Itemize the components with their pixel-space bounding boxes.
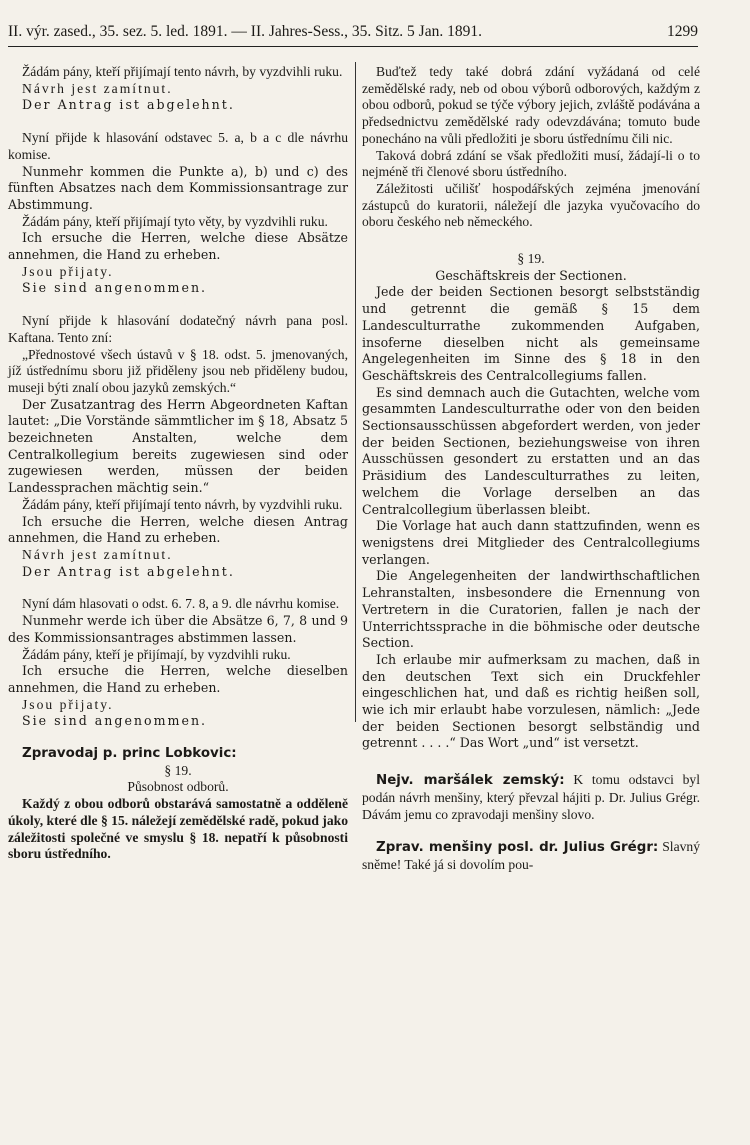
paragraph: Sie sind angenommen.	[22, 280, 208, 296]
paragraph: Die Angelegenheiten der landwirthschaftlichen Lehranstalten, insbesondere die Ernennung von Vertretern in die Curatorien, fallen je nach der Unterrichtssprache in die böhmische oder deutsche Section.	[362, 568, 700, 651]
section-title: Geschäftskreis der Sectionen.	[435, 267, 627, 283]
paragraph: Jede der beiden Sectionen besorgt selbstständig und getrennt die gemäß § 15 dem Landesculturrathe zukommenden Aufgaben, insoferne dieselben nicht als gemeinsame Angelegenheiten im Sinne des § 18 in den Geschäftskreis des Centralcollegiums fallen.	[362, 284, 700, 383]
running-head: II. výr. zased., 35. sez. 5. led. 1891. — II. Jahres-Sess., 35. Sitz. 5 Jan. 1891.	[8, 23, 482, 40]
paragraph: Žádám pány, kteří přijímají tento návrh, by vyzdvihli ruku.	[22, 64, 343, 79]
section-number: § 19.	[517, 251, 545, 267]
speech-text: Slavný sněme! Také já si dovolím pou-	[362, 839, 700, 872]
paragraph: Nyní dám hlasovati o odst. 6. 7. 8, a 9. dle návrhu komise.	[22, 596, 340, 612]
right-column	[362, 64, 700, 874]
paragraph: Žádám pány, kteří je přijímají, by vyzdvihli ruku.	[22, 646, 291, 662]
speech-text: K tomu odstavci byl podán návrh menšiny, který převzal hájiti p. Dr. Julius Grégr. Dávám jemu co zpravodaji menšiny slovo.	[362, 772, 701, 822]
paragraph: Záležitosti učilišť hospodářských zejména jmenování zástupců do kuratorii, náležejí dle jazyka vyučovacího do oboru českého neb německého.	[362, 180, 700, 230]
paragraph: Ich erlaube mir aufmerksam zu machen, daß in den deutschen Text sich ein Druckfehler eingeschlichen hat, und daß es richtig heißen soll, wie ich mir erlaubt habe vorzulesen, nämlich: „Jede der beiden Sectionen besorgt selbständig und getrennt . . . .“ Das Wort „und“ ist versetzt.	[362, 651, 700, 751]
column-divider	[355, 62, 356, 722]
paragraph: Buďtež tedy také dobrá zdání vyžádaná od celé zemědělské rady, neb od obou výborů odborových, každým z obou odborů, pokud se týče výbory jejich, zvláště podávána a předsednictvu zemědělské rady odevzdávána; tomuto bude ponecháno na vůli předložiti je sboru ústřednímu čili nic.	[362, 64, 700, 146]
paragraph: Nyní přijde k hlasování dodatečný návrh pana posl. Kaftana. Tento zní:	[8, 313, 348, 345]
paragraph: Žádám pány, kteří přijímají tento návrh, by vyzdvihli ruku.	[22, 496, 343, 512]
paragraph: Die Vorlage hat auch dann stattzufinden, wenn es wenigstens drei Mitglieder des Centralcollegiums verlangen.	[362, 518, 700, 567]
section-number: § 19.	[164, 762, 192, 778]
page-number: 1299	[667, 23, 698, 40]
paragraph: Sie sind angenommen.	[22, 713, 208, 729]
paragraph: Der Antrag ist abgelehnt.	[22, 563, 235, 579]
paragraph: Návrh jest zamítnut.	[22, 546, 173, 562]
speaker-heading: Zpravodaj p. princ Lobkovic:	[22, 746, 237, 762]
paragraph: Nunmehr werde ich über die Absätze 6, 7, 8 und 9 des Kommissionsantrages abstimmen lassen.	[8, 613, 348, 645]
section-title: Působnost odborů.	[127, 779, 229, 795]
header-rule	[8, 46, 698, 47]
paragraph: „Přednostové všech ústavů v § 18. odst. 5. jmenovaných, jíž ústřednímu sboru již přiděleny jsou neb přiděleny budou, museji býti znalí obou jazyků zemských.“	[8, 346, 348, 395]
speaker-name: Nejv. maršálek zemský:	[376, 773, 565, 789]
speaker-name: Zprav. menšiny posl. dr. Julius Grégr:	[376, 840, 659, 856]
paragraph: Jsou přijaty.	[22, 696, 114, 712]
paragraph: Ich ersuche die Herren, welche dieselben annehmen, die Hand zu erheben.	[8, 663, 348, 695]
paragraph	[362, 839, 700, 873]
paragraph: Ich ersuche die Herren, welche diese Absätze annehmen, die Hand zu erheben.	[8, 230, 348, 263]
paragraph: Nunmehr kommen die Punkte a), b) und c) des fünften Absatzes nach dem Kommissionsantrage zur Abstimmung.	[8, 163, 348, 212]
paragraph: Žádám pány, kteří přijímají tyto věty, by vyzdvihli ruku.	[22, 213, 328, 229]
paragraph: Ich ersuche die Herren, welche diesen Antrag annehmen, die Hand zu erheben.	[8, 513, 348, 546]
paragraph	[362, 772, 700, 823]
paragraph: Nyní přijde k hlasování odstavec 5. a, b a c dle návrhu komise.	[8, 130, 348, 162]
paragraph: Es sind demnach auch die Gutachten, welche vom gesammten Landesculturrathe oder von den beiden Sectionsausschüssen abgefordert werden, von jeder der beiden Sectionen, beziehungsweise von ihren Ausschüssen gesondert zu erstatten und an das Präsidium des Landesculturrathes zu leiten, welchem die Vorlage derselben an das Centralcollegium überlassen bleibt.	[362, 384, 700, 517]
paragraph: Každý z obou odborů obstarává samostatně a odděleně úkoly, které dle § 15. náležejí zemědělské radě, pokud jako záležitosti společné ve smyslu § 18. nepatří k působnosti sboru ústředního.	[8, 796, 348, 862]
paragraph: Der Antrag ist abgelehnt.	[22, 97, 235, 113]
paragraph: Der Zusatzantrag des Herrn Abgeordneten Kaftan lautet: „Die Vorstände sämmtlicher im § 18, Absatz 5 bezeichneten Anstalten, welche dem Centralkollegium bereits zugewiesen sind oder zugewiesen werden, müssen der beiden Landessprachen mächtig sein.“	[8, 396, 348, 496]
page-header	[8, 22, 698, 44]
left-column	[8, 64, 348, 863]
paragraph: Taková dobrá zdání se však předložiti musí, žádají-li o to nejméně tři členové sboru ústředního.	[362, 147, 700, 180]
paragraph: Jsou přijaty.	[22, 263, 114, 279]
paragraph: Návrh jest zamítnut.	[22, 80, 173, 96]
